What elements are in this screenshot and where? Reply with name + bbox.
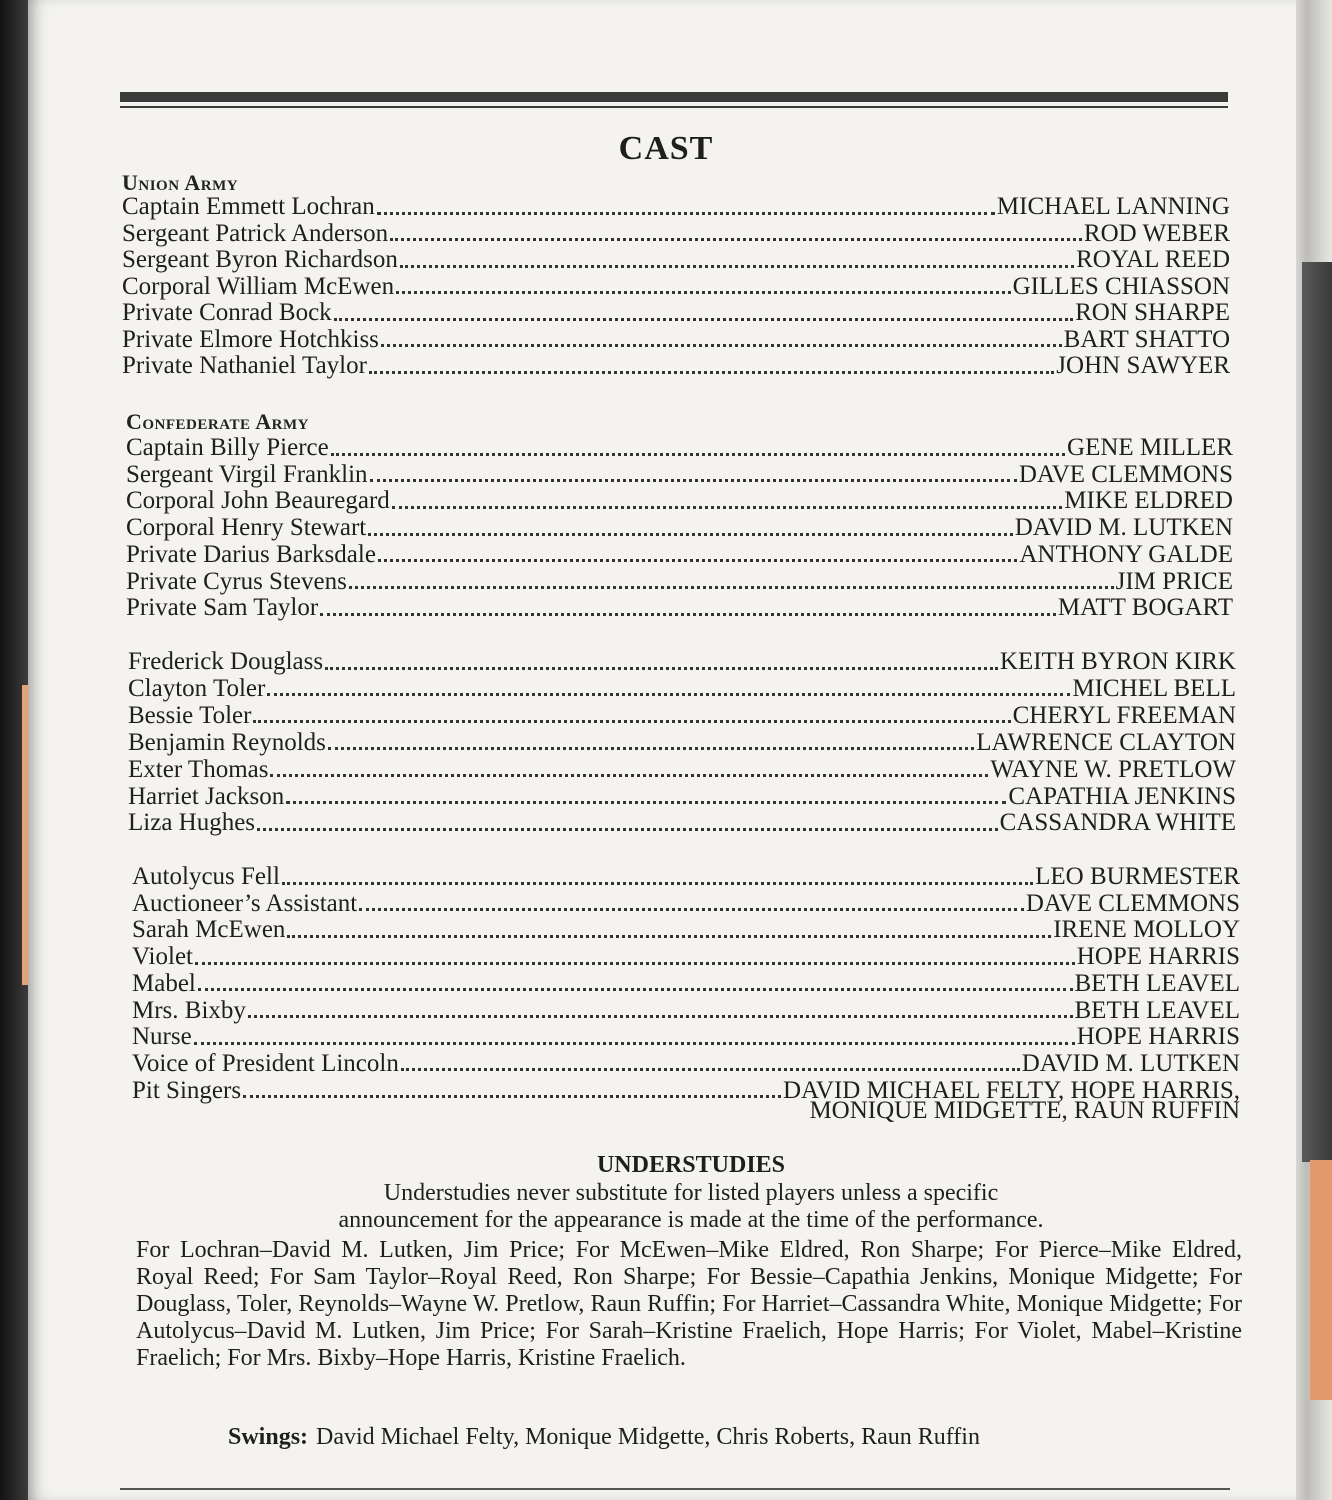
cast-row [122, 326, 1230, 353]
role-name: Captain Billy Pierce [126, 434, 329, 461]
pit-singers-continuation: MONIQUE MIDGETTE, RAUN RUFFIN [809, 1097, 1240, 1124]
cast-row [128, 702, 1236, 729]
cast-row [132, 916, 1240, 943]
role-name: Corporal John Beauregard [126, 487, 390, 515]
actor-name: JOHN SAWYER [1056, 352, 1230, 379]
actor-name: GENE MILLER [1067, 434, 1233, 461]
actor-name: WAYNE W. PRETLOW [990, 755, 1236, 783]
dot-leader [331, 452, 1065, 456]
dot-leader [320, 612, 1056, 616]
dot-leader [359, 907, 1024, 911]
cast-row [132, 890, 1240, 917]
understudies-text: For Lochran–David M. Lutken, Jim Price; For McEwen–Mike Eldred, Ron Sharpe; For Pierce–Mike Eldred, Royal Reed; For Sam Taylor–Royal Reed, Ron Sharpe; For Bessie–Capathia Jenkins, Monique Midgette; For Douglass, Toler, Reynolds–Wayne W. Pretlow, Raun Ruffin; For Harriet–Cassandra White, Monique Midgette; For Autolycus–David M. Lutken, Jim Price; For Sarah–Kristine Fraelich, Hope Harris; For Violet, Mabel–Kristine Fraelich; For Mrs. Bixby–Hope Harris, Kristine Fraelich. [136, 1237, 1242, 1371]
actor-name: DAVID M. LUTKEN [1021, 1049, 1240, 1077]
cast-row [122, 352, 1230, 379]
dot-leader [267, 692, 1070, 696]
actor-name: BART SHATTO [1063, 325, 1230, 353]
actor-name: BETH LEAVEL [1074, 996, 1240, 1024]
next-page-dark-band [1302, 262, 1332, 1162]
cast-row [122, 246, 1230, 273]
cast-row [132, 970, 1240, 997]
role-name: Private Conrad Bock [122, 299, 332, 326]
actor-name: CAPATHIA JENKINS [1008, 782, 1236, 810]
role-name: Sergeant Virgil Franklin [126, 460, 368, 488]
role-name: Pit Singers [132, 1076, 242, 1104]
actor-name: DAVID M. LUTKEN [1014, 514, 1233, 542]
dot-leader [325, 666, 998, 670]
page-title: CAST [618, 130, 714, 167]
dot-leader [334, 317, 1073, 321]
actor-name: CHERYL FREEMAN [1012, 701, 1236, 729]
role-name: Captain Emmett Lochran [122, 193, 375, 220]
dot-leader [401, 1067, 1020, 1071]
cast-row [126, 594, 1233, 621]
cast-row [132, 943, 1240, 970]
dot-leader [370, 478, 1017, 482]
actor-name: DAVID MICHAEL FELTY, HOPE HARRIS, [783, 1076, 1240, 1104]
role-name: Liza Hughes [128, 809, 256, 837]
dot-leader [198, 987, 1073, 991]
actor-name: MATT BOGART [1057, 594, 1233, 622]
role-name: Exter Thomas [128, 755, 269, 783]
dot-leader [248, 1014, 1073, 1018]
dot-leader [282, 881, 1033, 885]
cast-row [126, 434, 1233, 461]
dot-leader [286, 800, 1006, 804]
cast-row [132, 1050, 1240, 1077]
dot-leader [381, 343, 1062, 347]
role-name: Sergeant Byron Richardson [122, 246, 398, 273]
role-name: Private Darius Barksdale [126, 540, 376, 568]
role-name: Sergeant Patrick Anderson [122, 219, 389, 247]
dot-leader [396, 290, 1011, 294]
role-name: Voice of President Lincoln [132, 1049, 399, 1077]
role-name: Private Sam Taylor [126, 594, 319, 622]
cast-row [128, 809, 1236, 836]
dot-leader [368, 532, 1013, 536]
dot-leader [349, 585, 1114, 589]
dot-leader [400, 264, 1074, 268]
dot-leader [328, 746, 974, 750]
dot-leader [369, 370, 1054, 374]
understudies-heading: UNDERSTUDIES [596, 1152, 786, 1178]
next-page-edge [1296, 0, 1332, 1500]
role-name: Corporal William McEwen [122, 272, 395, 300]
role-name: Violet [132, 943, 193, 971]
cast-row [132, 1023, 1240, 1050]
role-name: Private Nathaniel Taylor [122, 352, 367, 379]
union-army-heading: Union Army [122, 170, 239, 195]
actor-name: JIM PRICE [1115, 567, 1233, 595]
role-name: Frederick Douglass [128, 648, 324, 675]
dot-leader [377, 211, 995, 215]
dot-leader [392, 505, 1062, 509]
swings-label: Swings: [228, 1424, 309, 1450]
actor-name: MIKE ELDRED [1064, 487, 1233, 515]
cast-row [122, 299, 1230, 326]
top-rule-thin [120, 106, 1228, 108]
actor-name: CASSANDRA WHITE [999, 809, 1236, 837]
cast-row [122, 273, 1230, 300]
dot-leader [257, 827, 998, 831]
actor-name: GILLES CHIASSON [1012, 272, 1230, 300]
actor-name: IRENE MOLLOY [1053, 916, 1240, 944]
actor-name: HOPE HARRIS [1076, 943, 1240, 971]
dot-leader [287, 934, 1051, 938]
role-name: Private Cyrus Stevens [126, 567, 347, 595]
dot-leader [195, 961, 1075, 965]
role-name: Corporal Henry Stewart [126, 514, 367, 542]
role-name: Mabel [132, 969, 196, 997]
cast-row [128, 729, 1236, 756]
cast-row [132, 863, 1240, 890]
actor-name: ANTHONY GALDE [1019, 540, 1233, 568]
role-name: Clayton Toler [128, 674, 266, 702]
cast-row [128, 675, 1236, 702]
cast-row [122, 220, 1230, 247]
actor-name: ROYAL REED [1076, 246, 1230, 273]
actor-name: RON SHARPE [1075, 299, 1230, 326]
cast-row [128, 783, 1236, 810]
role-name: Bessie Toler [128, 701, 252, 729]
understudies-notice-line-1: Understudies never substitute for listed players unless a specific [383, 1180, 999, 1206]
role-name: Nurse [132, 1023, 192, 1051]
cast-row [128, 648, 1236, 675]
cast-row [126, 541, 1233, 568]
swings-line [228, 1424, 980, 1451]
dot-leader [390, 237, 1082, 241]
actor-name: MICHAEL LANNING [996, 193, 1230, 220]
role-name: Private Elmore Hotchkiss [122, 325, 379, 353]
actor-name: BETH LEAVEL [1074, 969, 1240, 997]
actor-name: ROD WEBER [1083, 219, 1230, 247]
role-name: Mrs. Bixby [132, 996, 246, 1024]
role-name: Harriet Jackson [128, 782, 285, 810]
swings-names: David Michael Felty, Monique Midgette, Chris Roberts, Raun Ruffin [316, 1424, 980, 1450]
actor-name: DAVE CLEMMONS [1025, 889, 1240, 917]
confederate-army-heading: Confederate Army [126, 409, 309, 434]
cast-row [132, 997, 1240, 1024]
role-name: Sarah McEwen [132, 916, 286, 944]
cast-row [122, 193, 1230, 220]
cast-row [128, 756, 1236, 783]
actor-name: DAVE CLEMMONS [1018, 460, 1233, 488]
dot-leader [253, 719, 1010, 723]
cast-row [126, 487, 1233, 514]
cast-row [126, 514, 1233, 541]
role-name: Benjamin Reynolds [128, 728, 326, 756]
actor-name: MICHEL BELL [1072, 674, 1236, 702]
actor-name: HOPE HARRIS [1076, 1023, 1240, 1051]
understudies-notice-line-2: announcement for the appearance is made at the time of the performance. [338, 1207, 1044, 1233]
role-name: Autolycus Fell [132, 863, 280, 890]
dot-leader [243, 1094, 781, 1098]
dot-leader [378, 558, 1017, 562]
actor-name: KEITH BYRON KIRK [999, 648, 1236, 675]
cast-row [126, 568, 1233, 595]
dot-leader [194, 1041, 1075, 1045]
actor-name: LAWRENCE CLAYTON [976, 728, 1236, 756]
dot-leader [270, 773, 988, 777]
actor-name: LEO BURMESTER [1035, 863, 1240, 890]
bottom-rule [120, 1488, 1230, 1490]
top-rule [120, 92, 1228, 102]
cast-row [126, 461, 1233, 488]
role-name: Auctioneer’s Assistant [132, 889, 358, 917]
